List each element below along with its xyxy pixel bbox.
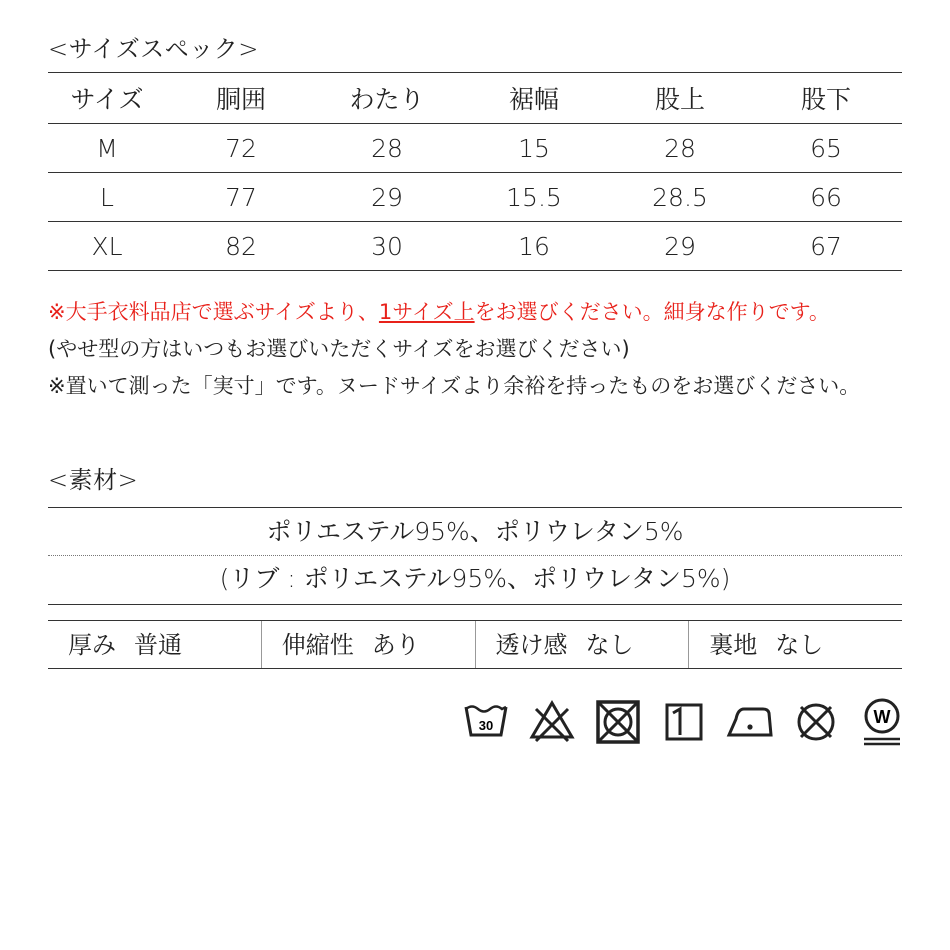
table-row [48,173,902,222]
header-thigh: わたり [316,73,458,124]
table-row [48,124,902,173]
cell-inseam: 67 [750,222,902,271]
wash-30-icon [462,695,510,747]
size-advice-prefix: ※大手衣料品店で選ぶサイズより、 [48,300,379,324]
cell-waist: 82 [166,222,316,271]
header-waist: 胴囲 [166,73,316,124]
cell-hem: 15.5 [458,173,610,222]
cell-rise: 28.5 [610,173,750,222]
attr-label: 裏地 [709,631,758,659]
attr-value: あり [371,631,420,659]
cell-thigh: 30 [316,222,458,271]
attr-value: なし [585,631,634,659]
cell-thigh: 28 [316,124,458,173]
size-advice-note [48,298,830,326]
line-dry-icon [660,695,708,747]
no-dry-clean-icon [792,695,840,747]
attr-value: なし [775,631,824,659]
cell-thigh: 29 [316,173,458,222]
attr-stretch [261,621,475,669]
divider [48,555,902,556]
size-advice-subnote: (やせ型の方はいつもお選びいただくサイズをお選びください) [48,337,630,361]
spec-title: <サイズスペック> [48,35,259,63]
iron-low-icon [726,695,774,747]
cell-hem: 16 [458,222,610,271]
attr-value: 普通 [134,631,182,659]
size-spec-table [48,72,902,271]
header-size: サイズ [48,73,166,124]
cell-size: XL [48,222,166,271]
attr-sheerness [475,621,689,669]
no-tumble-dry-icon [594,695,642,747]
cell-rise: 28 [610,124,750,173]
cell-inseam: 66 [750,173,902,222]
cell-size: M [48,124,166,173]
table-row [48,222,902,271]
attr-lining [688,621,902,669]
size-advice-emphasis: 1サイズ上 [378,300,475,324]
material-rib-line: (リブ : ポリエステル95%、ポリウレタン5%) [219,564,731,593]
no-bleach-icon [528,695,576,747]
attr-label: 透け感 [495,631,568,659]
header-inseam: 股下 [750,73,902,124]
attr-thickness [48,621,261,669]
cell-waist: 77 [166,173,316,222]
cell-size: L [48,173,166,222]
svg-text:30: 30 [478,718,494,733]
wet-clean-icon [858,695,906,747]
measurement-note: ※置いて測った「実寸」です。ヌードサイズより余裕を持ったものをお選びください。 [48,374,861,398]
cell-waist: 72 [166,124,316,173]
attr-label: 伸縮性 [281,631,354,659]
header-hem: 裾幅 [458,73,610,124]
divider [48,604,902,605]
divider [48,507,902,508]
material-line: ポリエステル95%、ポリウレタン5% [266,517,684,546]
cell-hem: 15 [458,124,610,173]
divider [48,668,902,669]
header-rise: 股上 [610,73,750,124]
cell-rise: 29 [610,222,750,271]
care-labels [462,693,906,749]
svg-text:W: W [873,707,891,727]
fabric-attributes [48,621,902,669]
material-title: <素材> [48,466,139,494]
attr-label: 厚み [68,631,116,659]
cell-inseam: 65 [750,124,902,173]
size-advice-suffix: をお選びください。細身な作りです。 [474,300,830,324]
